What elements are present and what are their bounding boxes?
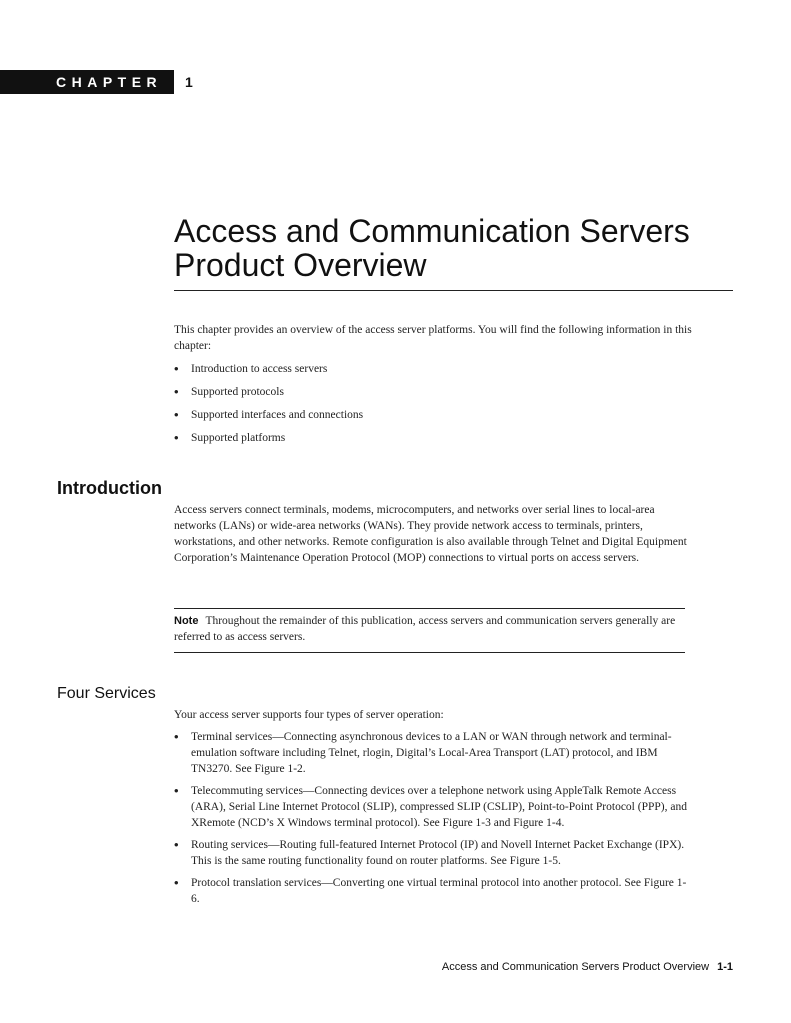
- list-item-text: Telecommuting services—Connecting devices over a telephone network using AppleTalk Remote Access (ARA), Serial Line Internet Protocol (SLIP), compressed SLIP (CSLIP), Point-to-Point Protocol (PPP), and XRemote (NCD’s X Windows terminal protocol). See Figure 1-3 and Figure 1-4.: [191, 785, 687, 829]
- chapter-label: CHAPTER: [0, 70, 174, 94]
- list-item: [174, 729, 694, 777]
- bullet-icon: •: [174, 384, 179, 399]
- title-line-1: Access and Communication Servers: [174, 213, 690, 249]
- list-item: [174, 783, 694, 831]
- note: [174, 613, 685, 645]
- intro-paragraph: This chapter provides an overview of the access server platforms. You will find the following information in this chapter:: [174, 324, 692, 352]
- chapter-contents-list: [174, 361, 694, 453]
- title-rule: [174, 290, 733, 291]
- services-list: [174, 729, 694, 913]
- list-item-text: Supported interfaces and connections: [191, 409, 364, 421]
- introduction-body: Access servers connect terminals, modems, microcomputers, and networks over serial lines to local-area networks (LANs) or wide-area networks (WANs). They provide network access to terminals, printers, workstations, and other networks. Remote configuration is also available through Telnet and Digital Equipment Corporation’s Maintenance Operation Protocol (MOP) connections to virtual ports on access servers.: [174, 504, 687, 564]
- page-title: [174, 214, 734, 282]
- list-item-text: Supported platforms: [191, 432, 286, 444]
- bullet-icon: •: [174, 729, 179, 744]
- footer-title: Access and Communication Servers Product Overview: [441, 961, 710, 973]
- note-rule-top: [174, 608, 685, 609]
- list-item-text: Introduction to access servers: [191, 363, 328, 375]
- note-text: Throughout the remainder of this publication, access servers and communication servers generally are referred to as access servers.: [174, 615, 676, 643]
- bullet-icon: •: [174, 407, 179, 422]
- list-item: [174, 875, 694, 907]
- page-footer: [340, 960, 733, 974]
- note-rule-bottom: [174, 652, 685, 653]
- list-item-text: Terminal services—Connecting asynchronous devices to a LAN or WAN through network and terminal-emulation software including Telnet, rlogin, Digital’s Local-Area Transport (LAT) protocol, and IBM TN3270. See Figure 1-2.: [191, 731, 672, 775]
- bullet-icon: •: [174, 875, 179, 890]
- four-services-lead: Your access server supports four types of server operation:: [174, 709, 444, 721]
- bullet-icon: •: [174, 837, 179, 852]
- four-services-heading: Four Services: [57, 685, 156, 702]
- chapter-number: 1: [185, 74, 193, 90]
- title-line-2: Product Overview: [174, 247, 427, 283]
- list-item: [174, 407, 694, 430]
- bullet-icon: •: [174, 783, 179, 798]
- list-item-text: Protocol translation services—Converting one virtual terminal protocol into another protocol. See Figure 1-6.: [191, 877, 687, 905]
- bullet-icon: •: [174, 361, 179, 376]
- list-item-text: Routing services—Routing full-featured Internet Protocol (IP) and Novell Internet Packet Exchange (IPX). This is the same routing functionality found on router platforms. See Figure 1-5.: [191, 839, 685, 867]
- introduction-heading: Introduction: [57, 478, 162, 498]
- bullet-icon: •: [174, 430, 179, 445]
- note-label: Note: [174, 615, 199, 627]
- list-item: [174, 384, 694, 407]
- list-item-text: Supported protocols: [191, 386, 284, 398]
- page-number: 1-1: [717, 961, 733, 973]
- list-item: [174, 361, 694, 384]
- list-item: [174, 837, 694, 869]
- list-item: [174, 430, 694, 453]
